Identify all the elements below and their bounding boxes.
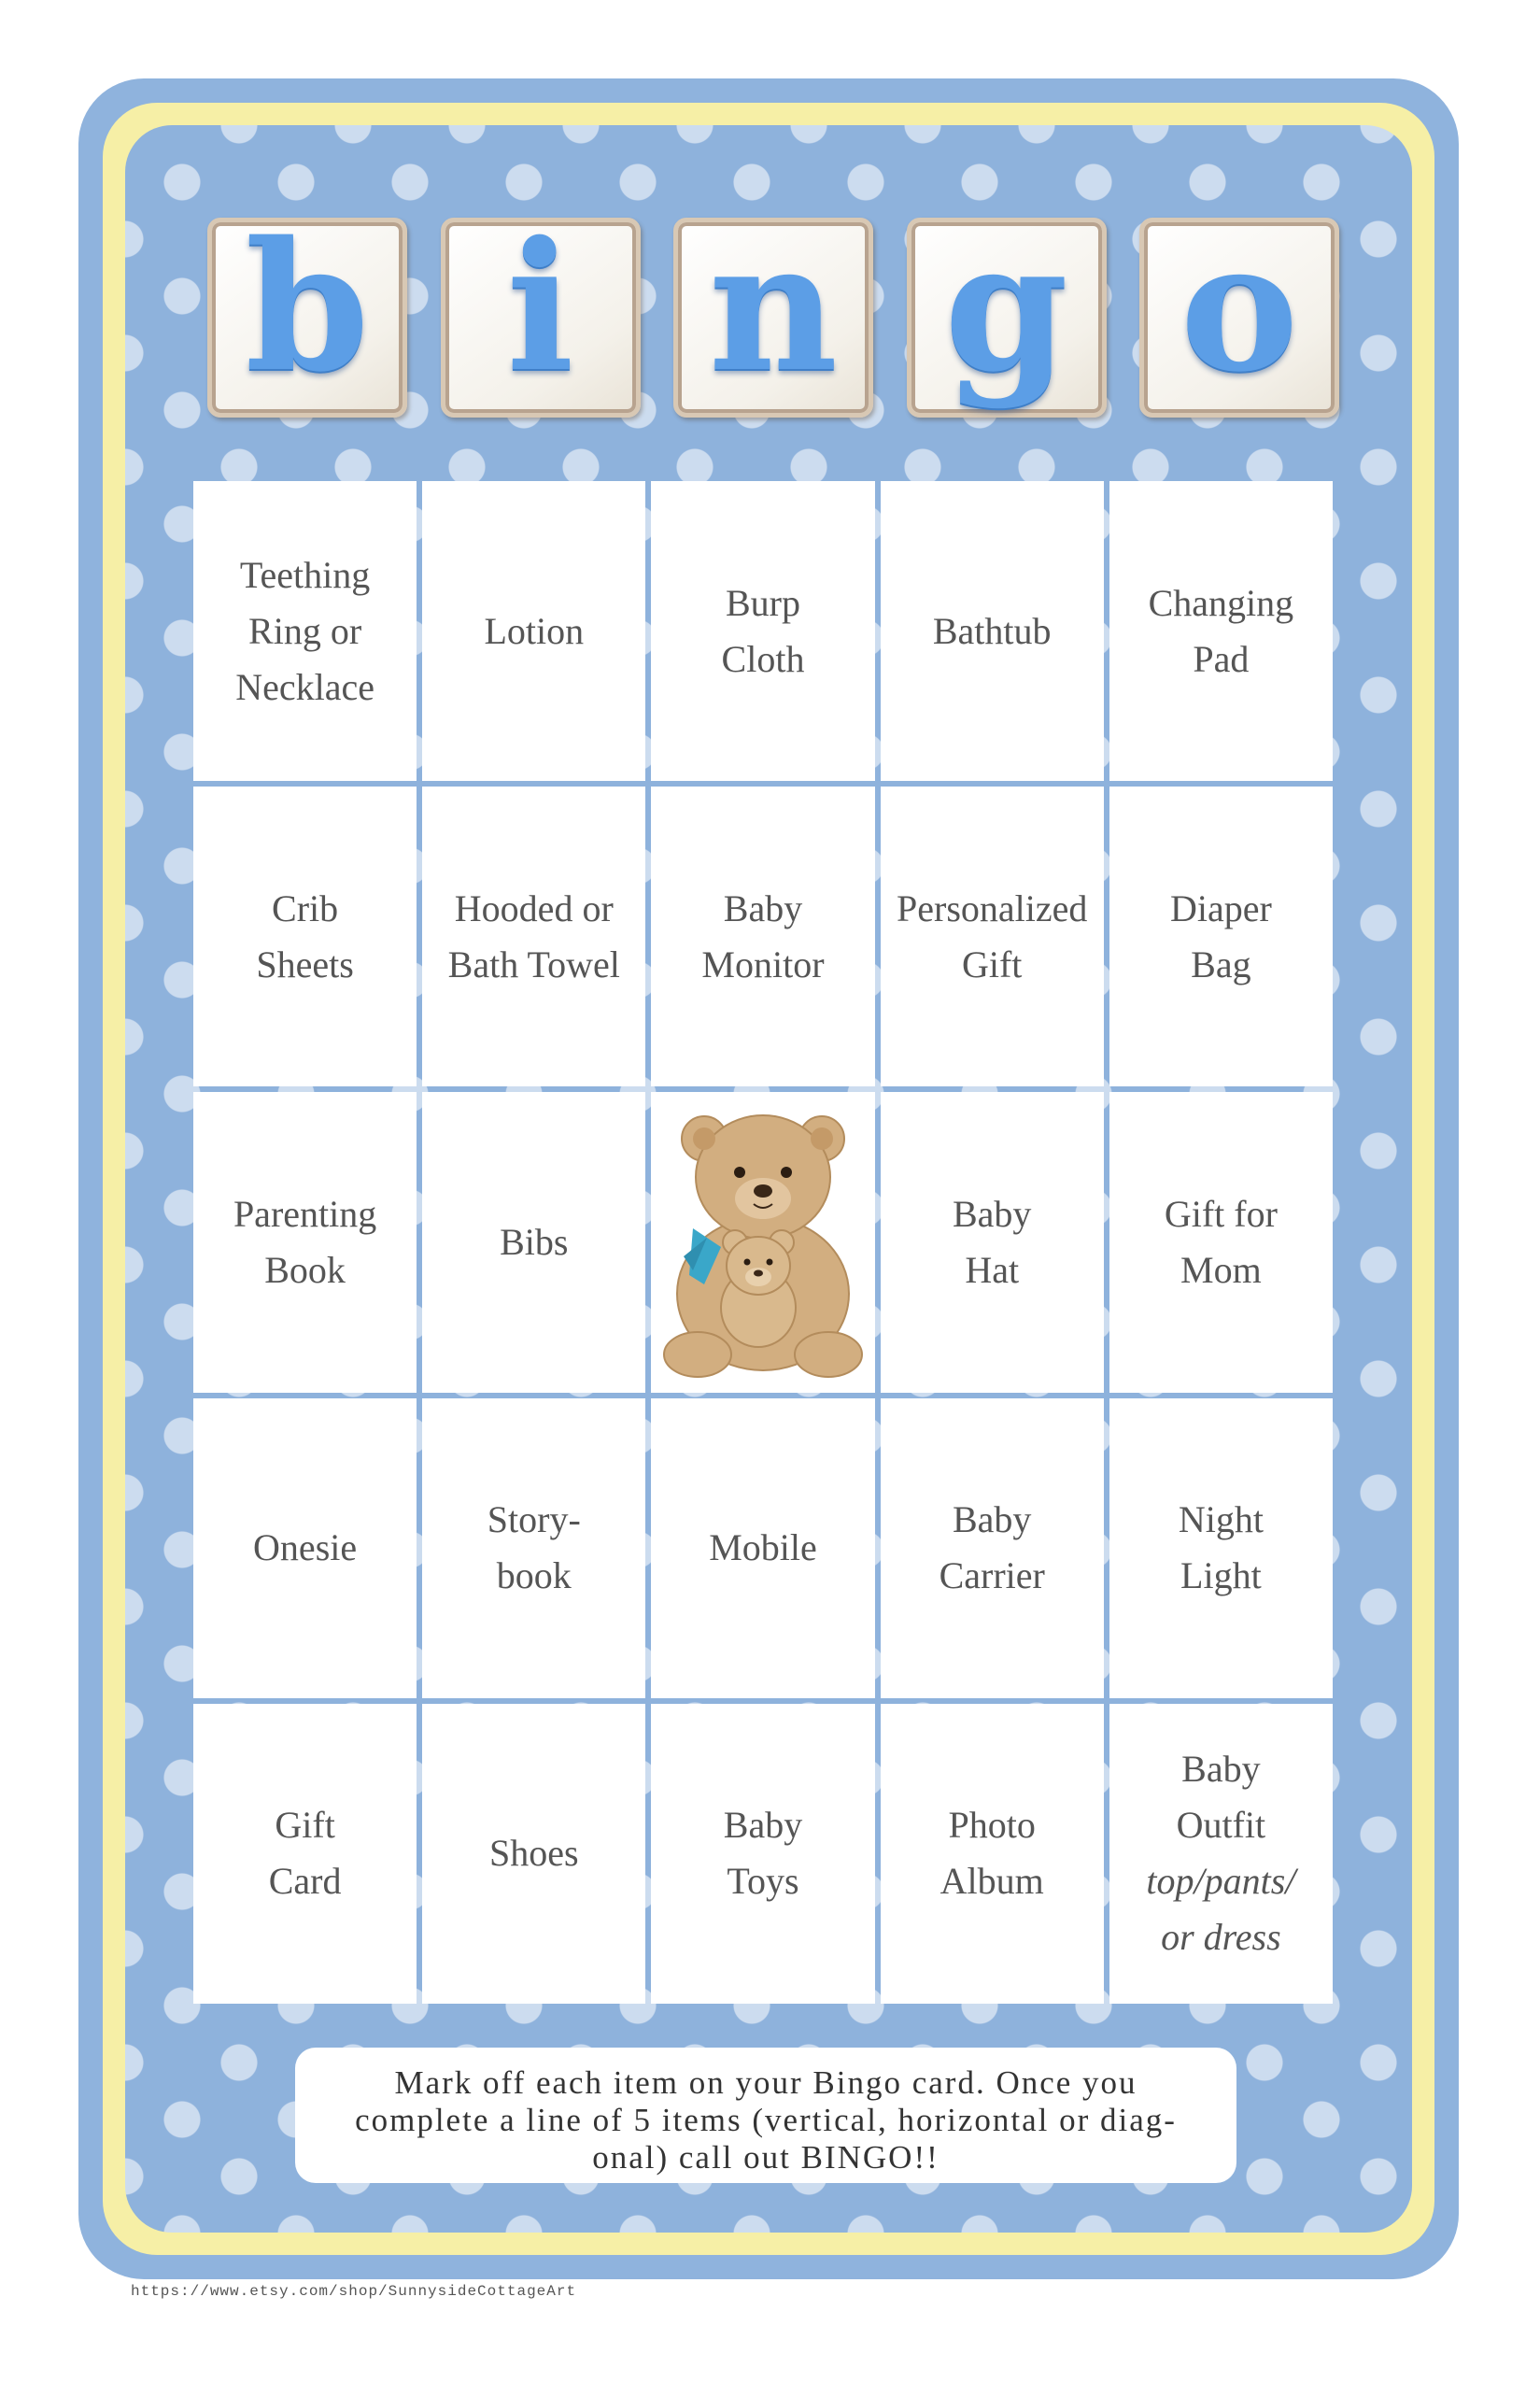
cell-text: Necklace <box>235 665 374 708</box>
bingo-cell[interactable] <box>193 481 417 781</box>
bingo-cell[interactable] <box>193 1092 417 1392</box>
title-tile-n <box>673 203 873 418</box>
title-letter: g <box>944 203 1068 411</box>
cell-text: Photo <box>948 1804 1036 1847</box>
bingo-cell[interactable] <box>1109 481 1333 781</box>
title-letter: o <box>1180 203 1299 411</box>
bingo-cell[interactable] <box>881 1092 1104 1392</box>
bingo-grid <box>193 481 1333 2004</box>
cell-text: Outfit <box>1176 1804 1266 1847</box>
cell-text-italic: or dress <box>1161 1916 1281 1959</box>
cell-text: Sheets <box>256 943 354 985</box>
title-tile-i <box>441 203 641 418</box>
cell-text: Shoes <box>489 1832 579 1875</box>
cell-text: Light <box>1180 1554 1262 1597</box>
bingo-cell[interactable] <box>193 1704 417 2004</box>
cell-text: Mom <box>1180 1248 1262 1291</box>
bingo-cell[interactable] <box>422 481 645 781</box>
bingo-cell[interactable] <box>1109 787 1333 1086</box>
title-letter: b <box>245 203 370 411</box>
bingo-title-tiles <box>207 203 1339 418</box>
cell-text: Hat <box>965 1248 1020 1291</box>
bingo-cell[interactable] <box>881 1704 1104 2004</box>
cell-text: Pad <box>1193 637 1250 680</box>
instructions-box <box>295 2048 1236 2183</box>
bingo-cell[interactable] <box>651 1704 874 2004</box>
bingo-cell[interactable] <box>1109 1398 1333 1698</box>
footer-url[interactable]: https://www.etsy.com/shop/SunnysideCottageArt <box>131 2283 577 2300</box>
cell-text: Changing <box>1148 581 1294 624</box>
cell-text: Hooded or <box>454 886 614 929</box>
cell-text: book <box>496 1554 572 1597</box>
bingo-cell[interactable] <box>422 1398 645 1698</box>
cell-text: Ring or <box>248 609 362 652</box>
cell-text: Gift <box>961 943 1023 985</box>
bingo-cell[interactable] <box>881 1398 1104 1698</box>
bingo-cell[interactable] <box>422 1092 645 1392</box>
cell-text: Baby <box>723 886 803 929</box>
cell-text: Mobile <box>709 1526 817 1569</box>
bingo-cell[interactable] <box>193 787 417 1086</box>
cell-text: Onesie <box>253 1526 358 1569</box>
cell-text: Crib <box>272 886 339 929</box>
cell-text: Burp <box>725 581 800 624</box>
title-letter: n <box>708 203 839 411</box>
bingo-cell[interactable] <box>881 787 1104 1086</box>
title-tile-g <box>907 203 1107 418</box>
cell-text: Parenting <box>233 1192 377 1235</box>
bingo-cell[interactable] <box>193 1398 417 1698</box>
bingo-cell[interactable] <box>651 481 874 781</box>
bingo-cell[interactable] <box>1109 1704 1333 2004</box>
cell-text: Baby <box>1181 1748 1261 1791</box>
cell-text: Carrier <box>939 1554 1045 1597</box>
title-tile-b <box>207 203 407 418</box>
instructions-line: complete a line of 5 items (vertical, horizontal or diag- <box>355 2102 1177 2138</box>
instructions-line: onal) call out BINGO!! <box>592 2139 940 2176</box>
cell-text-italic: top/pants/ <box>1146 1860 1296 1903</box>
instructions-line: Mark off each item on your Bingo card. Once you <box>394 2064 1137 2101</box>
cell-text: Diaper <box>1169 886 1272 929</box>
cell-text: Cloth <box>721 637 805 680</box>
cell-text: Night <box>1178 1498 1264 1541</box>
cell-text: Gift <box>275 1804 335 1847</box>
bingo-cell[interactable] <box>651 1398 874 1698</box>
cell-text: Book <box>264 1248 346 1291</box>
cell-text: Card <box>268 1860 342 1903</box>
bingo-cell[interactable] <box>1109 1092 1333 1392</box>
cell-text: Bathtub <box>932 609 1052 652</box>
cell-text: Monitor <box>701 943 825 985</box>
cell-text: Teething <box>239 553 371 596</box>
cell-text: Toys <box>727 1860 799 1903</box>
cell-text: Baby <box>952 1498 1032 1541</box>
cell-text: Bibs <box>500 1220 569 1263</box>
cell-text: Lotion <box>484 609 585 652</box>
bingo-cell[interactable] <box>881 481 1104 781</box>
teddy-bear-icon <box>656 1107 870 1378</box>
title-tile-o <box>1139 203 1339 418</box>
free-space-cell[interactable] <box>651 1092 874 1392</box>
cell-text: Personalized <box>897 886 1088 929</box>
cell-text: Story- <box>487 1498 581 1541</box>
title-letter: i <box>506 203 574 411</box>
cell-text: Bag <box>1191 943 1251 985</box>
cell-text: Baby <box>952 1192 1032 1235</box>
bingo-cell[interactable] <box>422 1704 645 2004</box>
cell-text: Album <box>940 1860 1044 1903</box>
cell-text: Baby <box>723 1804 803 1847</box>
bingo-cell[interactable] <box>422 787 645 1086</box>
cell-text: Gift for <box>1164 1192 1278 1235</box>
cell-text: Bath Towel <box>447 943 620 985</box>
bingo-cell[interactable] <box>651 787 874 1086</box>
